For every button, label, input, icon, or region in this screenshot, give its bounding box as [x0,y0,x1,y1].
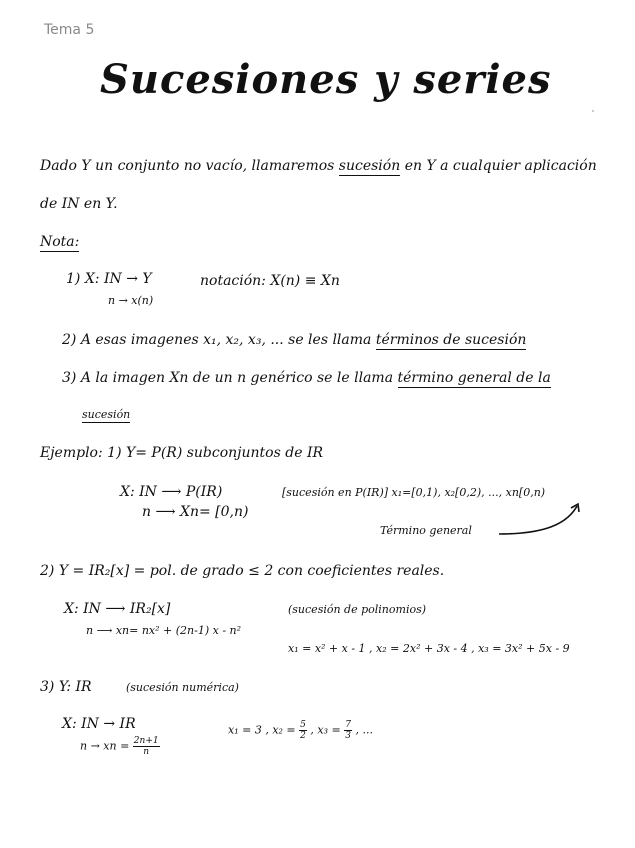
example-3-rule [80,736,160,757]
nota-heading: Nota: [40,234,80,250]
example-1-map: X: IN ⟶ P(IR) [120,484,223,500]
example-3-rule-text: n → xn = [80,739,130,753]
definition-term: sucesión [338,158,401,174]
topic-label: Tema 5 [44,22,95,38]
fraction-numerator: 2n+1 [133,736,159,746]
example-3-note: (sucesión numérica) [126,681,239,694]
fraction-numerator: 7 [345,720,351,730]
example-3-term-3-fraction [344,720,352,741]
example-2-note: (sucesión de polinomios) [288,603,427,616]
nota-item-3-term: término general de la [397,370,551,386]
example-2-map: X: IN ⟶ IR₂[x] [64,601,171,617]
fraction-denominator: 3 [345,731,351,741]
example-3-rule-fraction [133,736,160,757]
nota-item-3-term-cont: sucesión [82,408,131,421]
fraction-denominator: n [143,747,150,757]
example-3-term-1: x₁ = 3 [228,723,262,737]
example-3-term-3-label: , x₃ = [310,723,341,737]
example-2-heading: 2) Y = IR₂[x] = pol. de grado ≤ 2 con coeficientes reales. [40,563,445,579]
example-3-ellipsis: , ... [355,723,373,737]
nota-item-3-text: 3) A la imagen Xn de un n genérico se le llama [62,370,394,386]
example-2-rule: n ⟶ xn= nx² + (2n-1) x - n² [86,624,242,637]
example-2-terms: x₁ = x² + x - 1 , x₂ = 2x² + 3x - 4 , x₃ = 3x² + 5x - 9 [288,642,570,655]
nota-item-1-map: X: IN → Y [84,271,152,287]
example-3-map: X: IN → IR [62,716,136,732]
nota-item-2-text: 2) A esas imagenes x₁, x₂, x₃, ... se les llama [62,332,372,348]
example-3-terms [228,720,373,741]
nota-item-2-term: términos de sucesión [375,332,527,348]
example-1-general-term-label: Término general [380,524,472,537]
example-1-heading: Ejemplo: 1) Y= P(R) subconjuntos de IR [40,445,324,461]
fraction-denominator: 2 [300,731,306,741]
example-1-rule: n ⟶ Xn= [0,n) [142,504,249,520]
definition-line-2: de IN en Y. [40,196,118,212]
fraction-numerator: 5 [300,720,306,730]
paper-speck [592,110,594,112]
general-term-arrow [495,500,585,540]
definition-line-1 [40,158,597,174]
definition-text-b: en Y a cualquier aplicación [404,158,597,174]
nota-item-1-rule: n → x(n) [108,294,154,307]
nota-item-2 [62,332,526,348]
nota-item-1 [66,271,152,287]
definition-text-a: Dado Y un conjunto no vacío, llamaremos [40,158,335,174]
nota-item-1-notation: notación: X(n) ≡ Xn [200,273,340,289]
nota-item-1-number: 1) [66,271,81,287]
example-3-heading: 3) Y: IR [40,679,92,695]
example-3-term-2-label: , x₂ = [265,723,296,737]
page-title: Sucesiones y series [100,56,552,103]
example-3-term-2-fraction [299,720,307,741]
nota-item-3 [62,370,551,386]
example-1-note: [sucesión en P(IR)] x₁=[0,1), x₂[0,2), ..., xn[0,n) [282,486,546,499]
